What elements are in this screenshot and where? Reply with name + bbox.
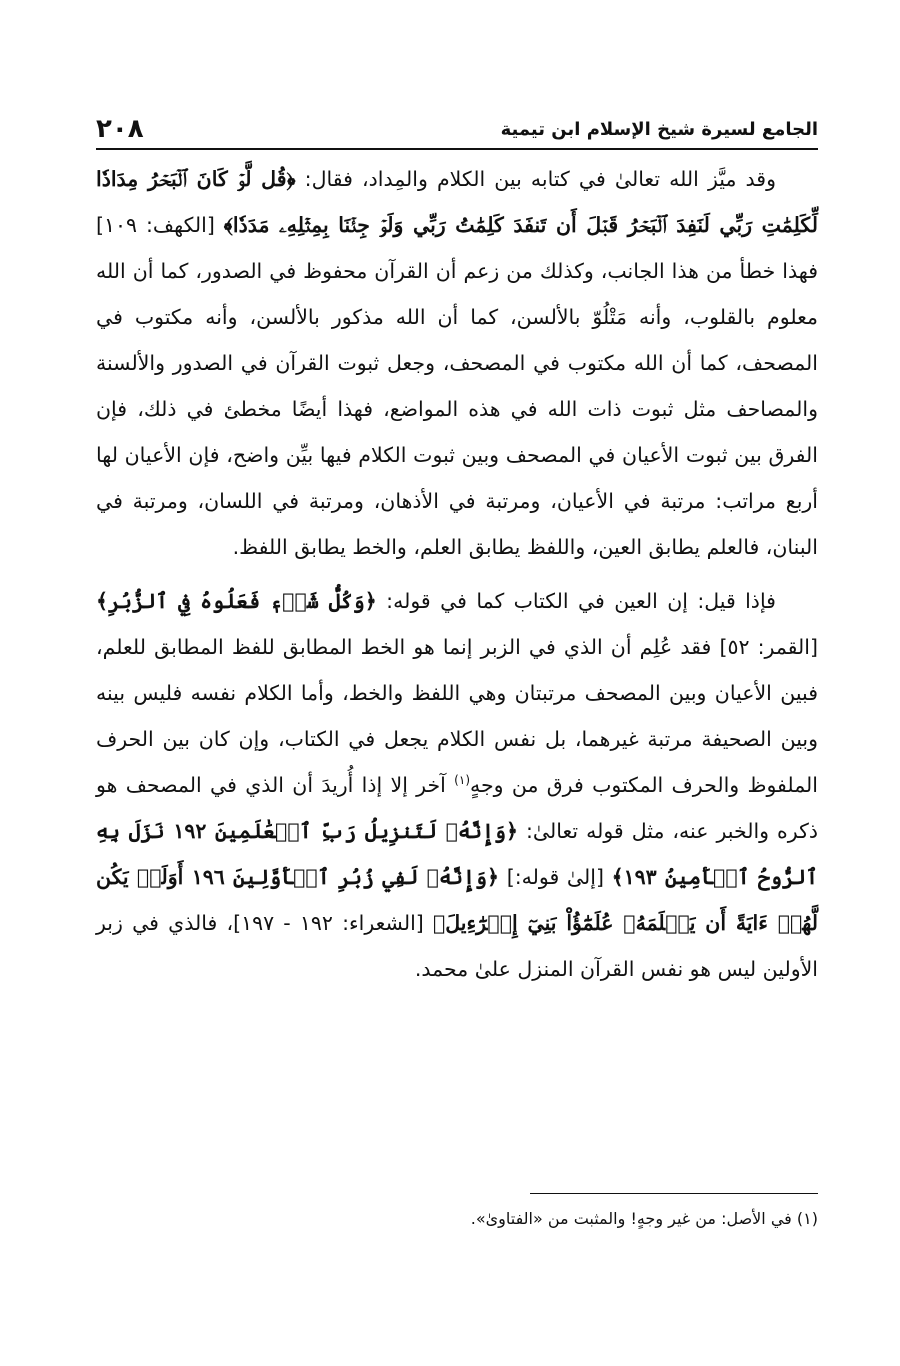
footnote-number: (١) [796,1209,818,1228]
paragraph-1 [96,156,818,570]
paragraph-1-intro: وقد ميَّز الله تعالىٰ في كتابه بين الكلام والمِداد، فقال: [295,167,776,191]
quran-verse-shuara-2: ﴿وَإِنَّهُۥ لَفِي زُبُرِ ٱلۡأَوَّلِينَ ١٩٦ أَوَلَمۡ يَكُن لَّهُمۡ ءَايَةً أَن يَعۡلَمَهُۥ عُلَمَٰٓؤُاْ بَنِيٓ إِسۡرَٰٓءِيلَ﴾ [96,865,818,935]
paragraph-2-conclusion: ، فالذي في زبر الأولين ليس هو نفس القرآن المنزل علىٰ محمد. [96,911,818,981]
page-content [96,108,818,992]
verse-reference-shuara: [الشعراء: ١٩٢ - ١٩٧] [233,911,433,935]
paragraph-2-body: فقد عُلِم أن الذي في الزبر إنما هو الخط المطابق للفظ المطابق للعلم، فبين الأعيان وبين المصحف مرتبتان وهي اللفظ والخط، وأما الكلام نفسه فليس بينه وبين الصحيفة مرتبة غيرهما، بل نفس الكلام يجعل في الكتاب، وإن كان بين الحرف الملفوظ والحرف المكتوب فرق من وجهٍ [96,635,818,797]
quran-verse-kahf: ﴿قُل لَّوۡ كَانَ ٱلۡبَحۡرُ مِدَادٗا لِّكَلِمَٰتِ رَبِّي لَنَفِدَ ٱلۡبَحۡرُ قَبۡلَ أَن تَنفَدَ كَلِمَٰتُ رَبِّي وَلَوۡ جِئۡنَا بِمِثۡلِهِۦ مَدَدٗا﴾ [96,167,818,237]
verse-reference-qamar: [القمر: ٥٢] [711,635,818,659]
header-divider [96,148,818,150]
ila-qawlihi: [إلىٰ قوله:] [499,865,612,889]
quran-verse-shuara-1: ﴿وَإِنَّهُۥ لَتَنزِيلُ رَبِّ ٱلۡعَٰلَمِينَ ١٩٢ نَزَلَ بِهِ ٱلرُّوحُ ٱلۡأَمِينُ ١٩٣﴾ [96,819,819,889]
footnote-divider [530,1193,818,1194]
paragraph-1-body: فهذا خطأ من هذا الجانب، وكذلك من زعم أن القرآن محفوظ في الصدور، كما أن الله معلوم بالقلوب، وأنه مَتْلُوّ بالألسن، كما أن الله مذكور بالألسن، وأنه مكتوب في المصحف، كما أن الله مكتوب في المصحف، وجعل ثبوت القرآن في الصدور والألسنة والمصاحف مثل ثبوت ذات الله في هذه المواضع، فهذا أيضًا مخطئ في ذلك، فإن الفرق بين ثبوت الأعيان في المصحف وبين ثبوت الكلام فيها بيِّن واضح، فإن الأعيان لها أربع مراتب: مرتبة في الأعيان، ومرتبة في الأذهان، ومرتبة في اللسان، ومرتبة في البنان، فالعلم يطابق العين، واللفظ يطابق العلم، والخط يطابق اللفظ. [96,259,818,559]
verse-reference-kahf: [الكهف: ١٠٩] [96,213,224,237]
paragraph-2-body-continued: آخر إلا إذا أُريدَ أن الذي في المصحف هو ذكره والخبر عنه، مثل قوله تعالىٰ: [96,773,818,843]
footnote [96,1206,818,1232]
footnote-marker[interactable]: (١) [454,773,470,788]
running-header [96,108,818,144]
paragraph-2 [96,578,818,992]
main-text [96,156,818,992]
page-number: ٢٠٨ [96,114,144,144]
footnote-text: في الأصل: من غير وجهٍ! والمثبت من «الفتاوىٰ». [470,1209,792,1228]
book-title: الجامع لسيرة شيخ الإسلام ابن تيمية [500,119,818,140]
paragraph-2-intro: فإذا قيل: إن العين في الكتاب كما في قوله: [376,589,776,613]
quran-verse-qamar: ﴿وَكُلُّ شَيۡءٖ فَعَلُوهُ فِي ٱلزُّبُرِ﴾ [96,589,377,613]
